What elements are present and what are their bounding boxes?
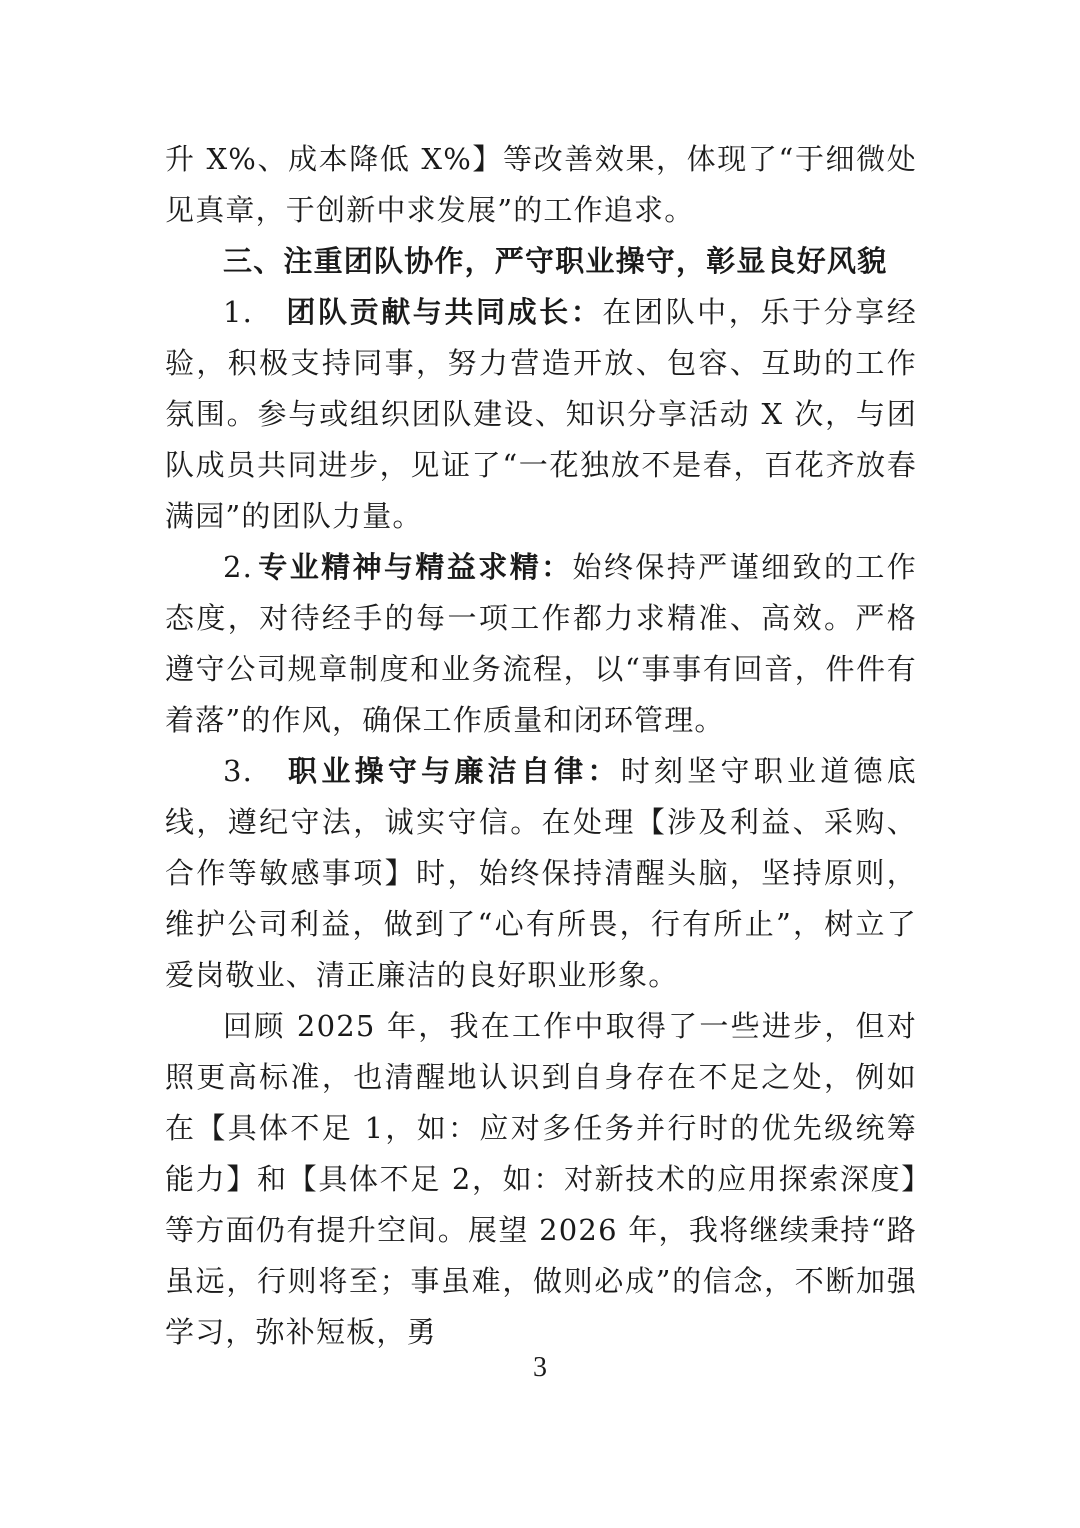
review-paragraph: 回顾 2025 年，我在工作中取得了一些进步，但对照更高标准，也清醒地认识到自身存在不足之处，例如在【具体不足 1，如：应对多任务并行时的优先级统筹能力】和【具体不足 2，如：对新技术的应用探索深度】等方面仍有提升空间。展望 2026 年，我将继续秉持“路虽远，行则将至；事虽难，做则必成”的信念，不断加强学习，弥补短板，勇 <box>165 1009 917 1349</box>
page-number: 3 <box>533 1352 547 1383</box>
item-1-paragraph <box>165 287 917 542</box>
item-3-number: 3. <box>223 754 254 788</box>
item-2-paragraph <box>165 542 917 746</box>
item-2-title: 专业精神与精益求精： <box>257 550 573 584</box>
item-2-number: 2. <box>223 550 254 584</box>
continuation-paragraph: 升 X%、成本降低 X%】等改善效果，体现了“于细微处见真章，于创新中求发展”的工作追求。 <box>165 142 917 227</box>
item-2-body: 始终保持严谨细致的工作态度，对待经手的每一项工作都力求精准、高效。严格遵守公司规章制度和业务流程，以“事事有回音，件件有着落”的作风，确保工作质量和闭环管理。 <box>165 550 917 737</box>
item-1-number: 1. <box>223 295 254 329</box>
item-3-paragraph <box>165 746 917 1001</box>
document-body <box>165 134 917 1358</box>
item-3-title: 职业操守与廉洁自律： <box>285 754 621 788</box>
item-3-body: 时刻坚守职业道德底线，遵纪守法，诚实守信。在处理【涉及利益、采购、合作等敏感事项】时，始终保持清醒头脑，坚持原则，维护公司利益，做到了“心有所畏，行有所止”，树立了爱岗敬业、清正廉洁的良好职业形象。 <box>165 754 917 992</box>
item-1-body: 在团队中，乐于分享经验，积极支持同事，努力营造开放、包容、互助的工作氛围。参与或组织团队建设、知识分享活动 X 次，与团队成员共同进步，见证了“一花独放不是春，百花齐放春满园”的团队力量。 <box>165 295 917 533</box>
section-heading: 三、注重团队协作，严守职业操守，彰显良好风貌 <box>223 244 888 278</box>
item-1-title: 团队贡献与共同成长： <box>285 295 603 329</box>
